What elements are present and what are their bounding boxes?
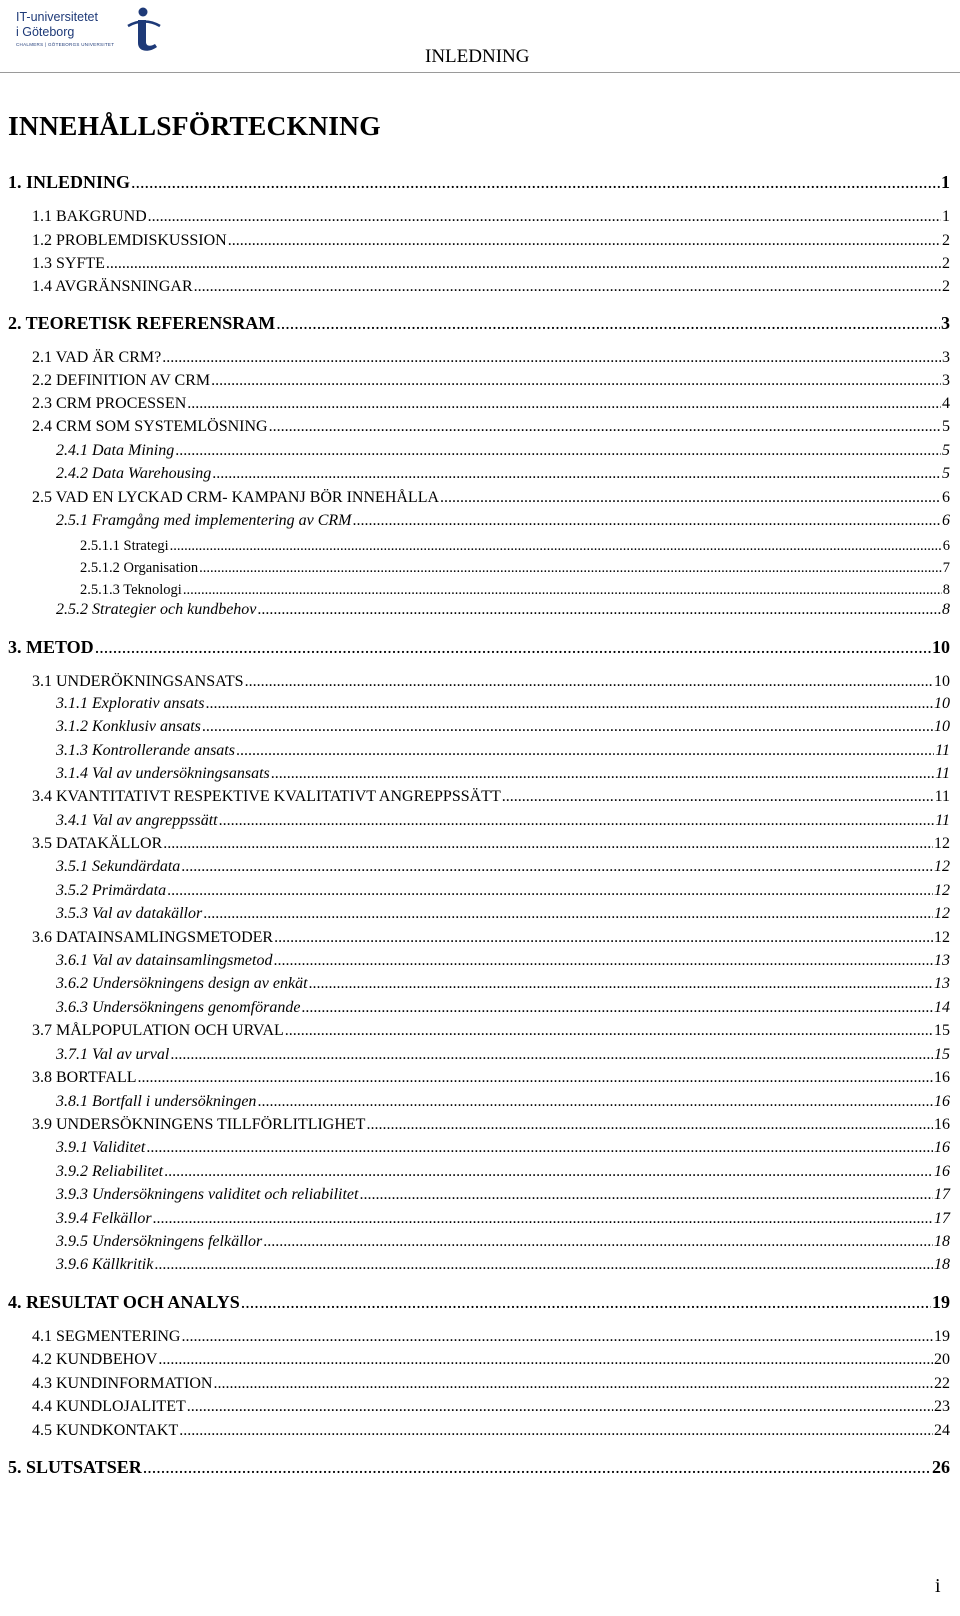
toc-leader-dots: [205, 695, 933, 713]
toc-entry-title: 4.4 KUNDLOJALITET: [32, 1398, 186, 1415]
toc-entry-page: 15: [934, 1022, 950, 1039]
toc-entry-title: 3.4.1 Val av angreppssätt: [56, 812, 218, 829]
toc-entry-title: 3.5.2 Primärdata: [56, 882, 167, 899]
toc-leader-dots: [106, 255, 941, 273]
toc-entry-title: 3.4 KVANTITATIVT RESPEKTIVE KVALITATIVT ANGREPPSSÄTT: [32, 788, 501, 805]
toc-entry-page: 6: [942, 538, 950, 554]
toc-entry-title: 4.3 KUNDINFORMATION: [32, 1375, 213, 1392]
toc-entry-title: 1. INLEDNING: [8, 172, 131, 192]
toc-entry[interactable]: [56, 812, 950, 830]
toc-entry-title: 1.3 SYFTE: [32, 255, 105, 272]
toc-entry-page: 16: [934, 1093, 950, 1110]
toc-entry-title: 3.8.1 Bortfall i undersökningen: [56, 1093, 257, 1110]
running-header: INLEDNING: [425, 46, 530, 67]
toc-leader-dots: [219, 812, 935, 830]
toc-leader-dots: [199, 560, 942, 577]
toc-entry-title: 5. SLUTSATSER: [8, 1457, 142, 1477]
toc-entry-title: 3.9.1 Validitet: [56, 1139, 146, 1156]
toc-entry[interactable]: [56, 1256, 950, 1274]
toc-leader-dots: [359, 1186, 933, 1204]
toc-leader-dots: [175, 442, 941, 460]
toc-entry[interactable]: [8, 1292, 950, 1313]
toc-entry-title: 3.7.1 Val av urval: [56, 1046, 170, 1063]
toc-entry-title: 2.3 CRM PROCESSEN: [32, 395, 187, 412]
toc-entry[interactable]: [32, 395, 950, 413]
toc-entry-page: 16: [934, 1116, 950, 1133]
toc-leader-dots: [194, 278, 941, 296]
toc-leader-dots: [181, 1328, 933, 1346]
toc-entry-title: 3.1.2 Konklusiv ansats: [56, 718, 201, 735]
toc-leader-dots: [170, 538, 942, 555]
toc-leader-dots: [148, 208, 941, 226]
toc-leader-dots: [269, 418, 941, 436]
toc-entry-page: 19: [934, 1328, 950, 1345]
toc-entry-title: 4.5 KUNDKONTAKT: [32, 1422, 179, 1439]
toc-entry[interactable]: [56, 858, 950, 876]
toc-entry-page: 12: [934, 929, 950, 946]
toc-leader-dots: [274, 929, 933, 947]
toc-entry-page: 17: [934, 1186, 950, 1203]
toc-leader-dots: [202, 718, 933, 736]
toc-entry-page: 2: [942, 232, 950, 249]
toc-entry[interactable]: [32, 1351, 950, 1369]
toc-entry-page: 11: [935, 765, 950, 782]
toc-leader-dots: [187, 395, 941, 413]
toc-entry-page: 18: [934, 1233, 950, 1250]
toc-leader-dots: [138, 1069, 933, 1087]
toc-entry[interactable]: [8, 172, 950, 193]
toc-entry-page: 1: [942, 208, 950, 225]
logo-line-2: i Göteborg: [16, 25, 75, 39]
toc-entry-title: 3.5.3 Val av datakällor: [56, 905, 203, 922]
toc-entry[interactable]: [56, 1233, 950, 1251]
toc-entry[interactable]: [32, 1398, 950, 1416]
toc-entry-title: 2.5.1.1 Strategi: [80, 538, 169, 554]
toc-leader-dots: [158, 1351, 933, 1369]
toc-entry[interactable]: [56, 952, 950, 970]
toc-leader-dots: [228, 232, 941, 250]
toc-leader-dots: [179, 1422, 933, 1440]
toc-entry-page: 17: [934, 1210, 950, 1227]
toc-entry-page: 2: [942, 278, 950, 295]
toc-entry[interactable]: [56, 695, 950, 713]
toc-entry-page: 10: [934, 718, 950, 735]
toc-entry[interactable]: [32, 372, 950, 390]
toc-entry-page: 10: [934, 673, 950, 690]
toc-leader-dots: [131, 172, 940, 193]
toc-entry-title: 4.1 SEGMENTERING: [32, 1328, 181, 1345]
toc-entry-page: 8: [942, 601, 950, 618]
toc-leader-dots: [276, 313, 940, 334]
toc-leader-dots: [301, 999, 933, 1017]
toc-entry-page: 3: [942, 372, 950, 389]
toc-entry-page: 16: [934, 1163, 950, 1180]
toc-entry-page: 8: [942, 582, 950, 598]
toc-leader-dots: [162, 349, 941, 367]
toc-entry-title: 3.1.4 Val av undersökningsansats: [56, 765, 270, 782]
toc-entry-title: 2.4.2 Data Warehousing: [56, 465, 212, 482]
toc-entry-page: 19: [932, 1292, 950, 1312]
toc-entry[interactable]: [32, 1422, 950, 1440]
toc-entry[interactable]: [56, 905, 950, 923]
toc-entry[interactable]: [32, 835, 950, 853]
toc-leader-dots: [170, 1046, 933, 1064]
toc-entry-page: 11: [935, 742, 950, 759]
toc-entry-page: 5: [942, 418, 950, 435]
toc-entry[interactable]: [32, 1328, 950, 1346]
toc-entry[interactable]: [56, 1093, 950, 1111]
toc-entry-page: 12: [934, 858, 950, 875]
toc-leader-dots: [309, 975, 933, 993]
toc-entry-page: 22: [934, 1375, 950, 1392]
toc-entry-page: 11: [934, 788, 950, 805]
toc-entry-title: 3.9.6 Källkritik: [56, 1256, 154, 1273]
toc-entry-page: 12: [934, 882, 950, 899]
toc-entry[interactable]: [56, 1210, 950, 1228]
toc-entry[interactable]: [56, 765, 950, 783]
toc-entry[interactable]: [32, 489, 950, 507]
toc-leader-dots: [271, 765, 934, 783]
toc-entry[interactable]: [80, 538, 950, 555]
toc-entry-page: 16: [934, 1069, 950, 1086]
toc-leader-dots: [285, 1022, 933, 1040]
toc-entry[interactable]: [32, 929, 950, 947]
toc-leader-dots: [245, 673, 933, 691]
toc-leader-dots: [203, 905, 933, 923]
toc-entry-page: 10: [932, 637, 950, 657]
toc-entry-title: 2.2 DEFINITION AV CRM: [32, 372, 211, 389]
toc-entry-title: 3.6.1 Val av datainsamlingsmetod: [56, 952, 273, 969]
toc-leader-dots: [154, 1256, 933, 1274]
toc-entry[interactable]: [32, 232, 950, 250]
toc-entry-title: 2.5.1 Framgång med implementering av CRM: [56, 512, 352, 529]
toc-entry-page: 16: [934, 1139, 950, 1156]
toc-leader-dots: [181, 858, 933, 876]
toc-entry-page: 2: [942, 255, 950, 272]
toc-leader-dots: [95, 637, 931, 658]
toc-entry-title: 3.9 UNDERSÖKNINGENS TILLFÖRLITLIGHET: [32, 1116, 366, 1133]
toc-title: INNEHÅLLSFÖRTECKNING: [8, 110, 381, 141]
toc-entry-title: 4.2 KUNDBEHOV: [32, 1351, 158, 1368]
toc-entry-page: 24: [934, 1422, 950, 1439]
toc-entry[interactable]: [32, 1069, 950, 1087]
toc-entry[interactable]: [32, 278, 950, 296]
toc-entry[interactable]: [56, 1046, 950, 1064]
toc-leader-dots: [143, 1457, 931, 1478]
toc-entry[interactable]: [56, 465, 950, 483]
page-number: i: [935, 1575, 941, 1597]
toc-entry-title: 3.9.5 Undersökningens felkällor: [56, 1233, 263, 1250]
toc-entry-page: 5: [942, 465, 950, 482]
toc-entry-page: 20: [934, 1351, 950, 1368]
toc-entry-title: 2.5.2 Strategier och kundbehov: [56, 601, 257, 618]
toc-entry-title: 2. TEORETISK REFERENSRAM: [8, 313, 276, 333]
toc-entry-page: 12: [934, 835, 950, 852]
toc-entry[interactable]: [56, 442, 950, 460]
toc-entry-page: 4: [942, 395, 950, 412]
toc-leader-dots: [502, 788, 934, 806]
toc-entry-title: 3.9.3 Undersökningens validitet och reliabilitet: [56, 1186, 359, 1203]
toc-entry-title: 3.5 DATAKÄLLOR: [32, 835, 163, 852]
toc-entry[interactable]: [56, 1163, 950, 1181]
toc-entry-title: 3.9.2 Reliabilitet: [56, 1163, 164, 1180]
toc-entry-page: 18: [934, 1256, 950, 1273]
toc-entry-page: 6: [942, 489, 950, 506]
toc-entry-title: 3. METOD: [8, 637, 94, 657]
toc-leader-dots: [167, 882, 933, 900]
toc-leader-dots: [440, 489, 941, 507]
toc-entry-page: 13: [934, 952, 950, 969]
toc-entry-title: 3.8 BORTFALL: [32, 1069, 137, 1086]
toc-entry-title: 3.6.3 Undersökningens genomförande: [56, 999, 301, 1016]
toc-entry-title: 1.4 AVGRÄNSNINGAR: [32, 278, 193, 295]
toc-entry[interactable]: [56, 601, 950, 619]
toc-entry-title: 1.2 PROBLEMDISKUSSION: [32, 232, 227, 249]
toc-entry-title: 3.5.1 Sekundärdata: [56, 858, 181, 875]
toc-entry-page: 15: [934, 1046, 950, 1063]
toc-leader-dots: [211, 372, 941, 390]
toc-entry[interactable]: [32, 349, 950, 367]
toc-entry[interactable]: [56, 718, 950, 736]
toc-leader-dots: [183, 582, 942, 599]
toc-entry-title: 3.6.2 Undersökningens design av enkät: [56, 975, 308, 992]
toc-entry-page: 10: [934, 695, 950, 712]
toc-entry-title: 3.6 DATAINSAMLINGSMETODER: [32, 929, 274, 946]
toc-entry-page: 26: [932, 1457, 950, 1477]
toc-entry-page: 5: [942, 442, 950, 459]
toc-entry-page: 14: [934, 999, 950, 1016]
toc-entry[interactable]: [32, 673, 950, 691]
toc-entry[interactable]: [32, 255, 950, 273]
toc-leader-dots: [146, 1139, 933, 1157]
toc-entry-title: 3.1 UNDERÖKNINGSANSATS: [32, 673, 244, 690]
toc-entry-title: 3.9.4 Felkällor: [56, 1210, 152, 1227]
toc-leader-dots: [257, 1093, 933, 1111]
toc-entry[interactable]: [32, 1116, 950, 1134]
toc-entry-title: 1.1 BAKGRUND: [32, 208, 147, 225]
toc-entry[interactable]: [56, 975, 950, 993]
toc-leader-dots: [273, 952, 933, 970]
toc-leader-dots: [163, 835, 933, 853]
toc-leader-dots: [187, 1398, 933, 1416]
toc-entry-title: 2.5 VAD EN LYCKAD CRM- KAMPANJ BÖR INNEHÅLLA: [32, 489, 440, 506]
toc-entry[interactable]: [8, 1457, 950, 1478]
toc-entry[interactable]: [56, 999, 950, 1017]
toc-entry[interactable]: [56, 1186, 950, 1204]
toc-entry[interactable]: [8, 637, 950, 658]
toc-entry-title: 2.5.1.2 Organisation: [80, 560, 199, 576]
toc-entry[interactable]: [56, 882, 950, 900]
toc-leader-dots: [236, 742, 934, 760]
toc-leader-dots: [257, 601, 941, 619]
toc-entry-title: 2.1 VAD ÄR CRM?: [32, 349, 162, 366]
toc-leader-dots: [212, 465, 941, 483]
toc-entry[interactable]: [56, 1139, 950, 1157]
logo-line-3: CHALMERS | GÖTEBORGS UNIVERSITET: [16, 42, 115, 47]
toc-entry-page: 3: [942, 349, 950, 366]
toc-entry-page: 11: [935, 812, 950, 829]
toc-entry[interactable]: [32, 418, 950, 436]
toc-entry-page: 23: [934, 1398, 950, 1415]
toc-entry-title: 3.7 MÅLPOPULATION OCH URVAL: [32, 1022, 284, 1039]
toc-leader-dots: [241, 1292, 931, 1313]
toc-entry[interactable]: [32, 788, 950, 806]
toc-entry[interactable]: [80, 560, 950, 577]
toc-entry-title: 4. RESULTAT OCH ANALYS: [8, 1292, 240, 1312]
toc-entry-title: 3.1.1 Explorativ ansats: [56, 695, 205, 712]
toc-entry[interactable]: [32, 208, 950, 226]
toc-entry-title: 2.4.1 Data Mining: [56, 442, 175, 459]
toc-entry[interactable]: [32, 1022, 950, 1040]
toc-entry[interactable]: [8, 313, 950, 334]
toc-leader-dots: [213, 1375, 933, 1393]
toc-entry-title: 2.4 CRM SOM SYSTEMLÖSNING: [32, 418, 268, 435]
toc-entry-title: 3.1.3 Kontrollerande ansats: [56, 742, 235, 759]
toc-entry[interactable]: [32, 1375, 950, 1393]
toc-entry-page: 13: [934, 975, 950, 992]
logo-line-1: IT-universitetet: [16, 10, 98, 24]
toc-entry[interactable]: [56, 512, 950, 530]
toc-leader-dots: [366, 1116, 933, 1134]
toc-entry-page: 6: [942, 512, 950, 529]
toc-entry-page: 12: [934, 905, 950, 922]
toc-entry-page: 7: [942, 560, 950, 576]
toc-entry[interactable]: [56, 742, 950, 760]
toc-leader-dots: [263, 1233, 933, 1251]
toc-leader-dots: [164, 1163, 933, 1181]
toc-entry-title: 2.5.1.3 Teknologi: [80, 582, 182, 598]
toc-entry-page: 1: [941, 172, 950, 192]
toc-leader-dots: [153, 1210, 933, 1228]
toc-entry[interactable]: [80, 582, 950, 599]
toc-leader-dots: [353, 512, 941, 530]
toc-entry-page: 3: [941, 313, 950, 333]
